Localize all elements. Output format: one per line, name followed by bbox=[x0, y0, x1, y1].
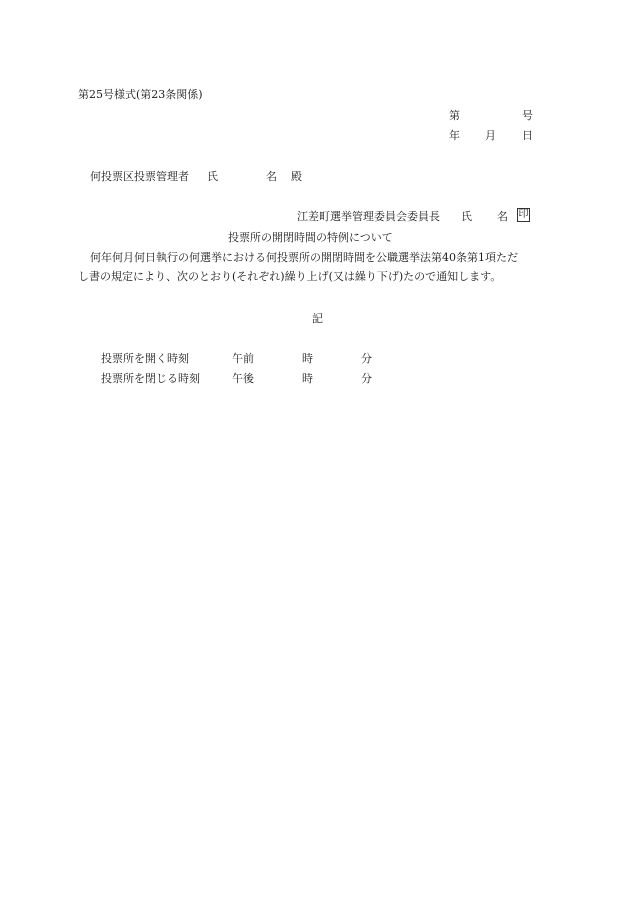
recipient-title: 何投票区投票管理者 bbox=[90, 170, 189, 183]
close-time-ampm: 午後 bbox=[232, 372, 254, 385]
close-time-minute: 分 bbox=[361, 372, 372, 385]
open-time-hour: 時 bbox=[302, 352, 313, 365]
date-month: 月 bbox=[485, 129, 496, 142]
body-text-line-1: 何年何月何日執行の何選挙における何投票所の開閉時間を公職選挙法第40条第1項ただ bbox=[90, 251, 518, 264]
sender-title: 江差町選挙管理委員会委員長 bbox=[297, 210, 440, 223]
sender-mei: 名 bbox=[497, 210, 508, 223]
seal-stamp: 印 bbox=[518, 209, 529, 220]
recipient-shi: 氏 bbox=[207, 170, 218, 183]
close-time-hour: 時 bbox=[302, 372, 313, 385]
date-day: 日 bbox=[522, 129, 533, 142]
form-title: 第25号様式(第23条関係) bbox=[78, 88, 203, 101]
recipient-honorific: 殿 bbox=[291, 170, 302, 183]
document-number-suffix: 号 bbox=[522, 109, 533, 122]
close-time-label: 投票所を閉じる時刻 bbox=[101, 372, 200, 385]
date-year: 年 bbox=[449, 129, 460, 142]
open-time-ampm: 午前 bbox=[232, 352, 254, 365]
document-number-label: 第 bbox=[449, 109, 460, 122]
sender-shi: 氏 bbox=[461, 210, 472, 223]
open-time-label: 投票所を開く時刻 bbox=[101, 352, 189, 365]
subject-heading: 投票所の開閉時間の特例について bbox=[228, 231, 393, 244]
ki-marker: 記 bbox=[312, 312, 323, 325]
body-text-line-2: し書の規定により、次のとおり(それぞれ)繰り上げ(又は繰り下げ)たので通知します。 bbox=[78, 270, 502, 283]
recipient-mei: 名 bbox=[266, 170, 277, 183]
open-time-minute: 分 bbox=[361, 352, 372, 365]
